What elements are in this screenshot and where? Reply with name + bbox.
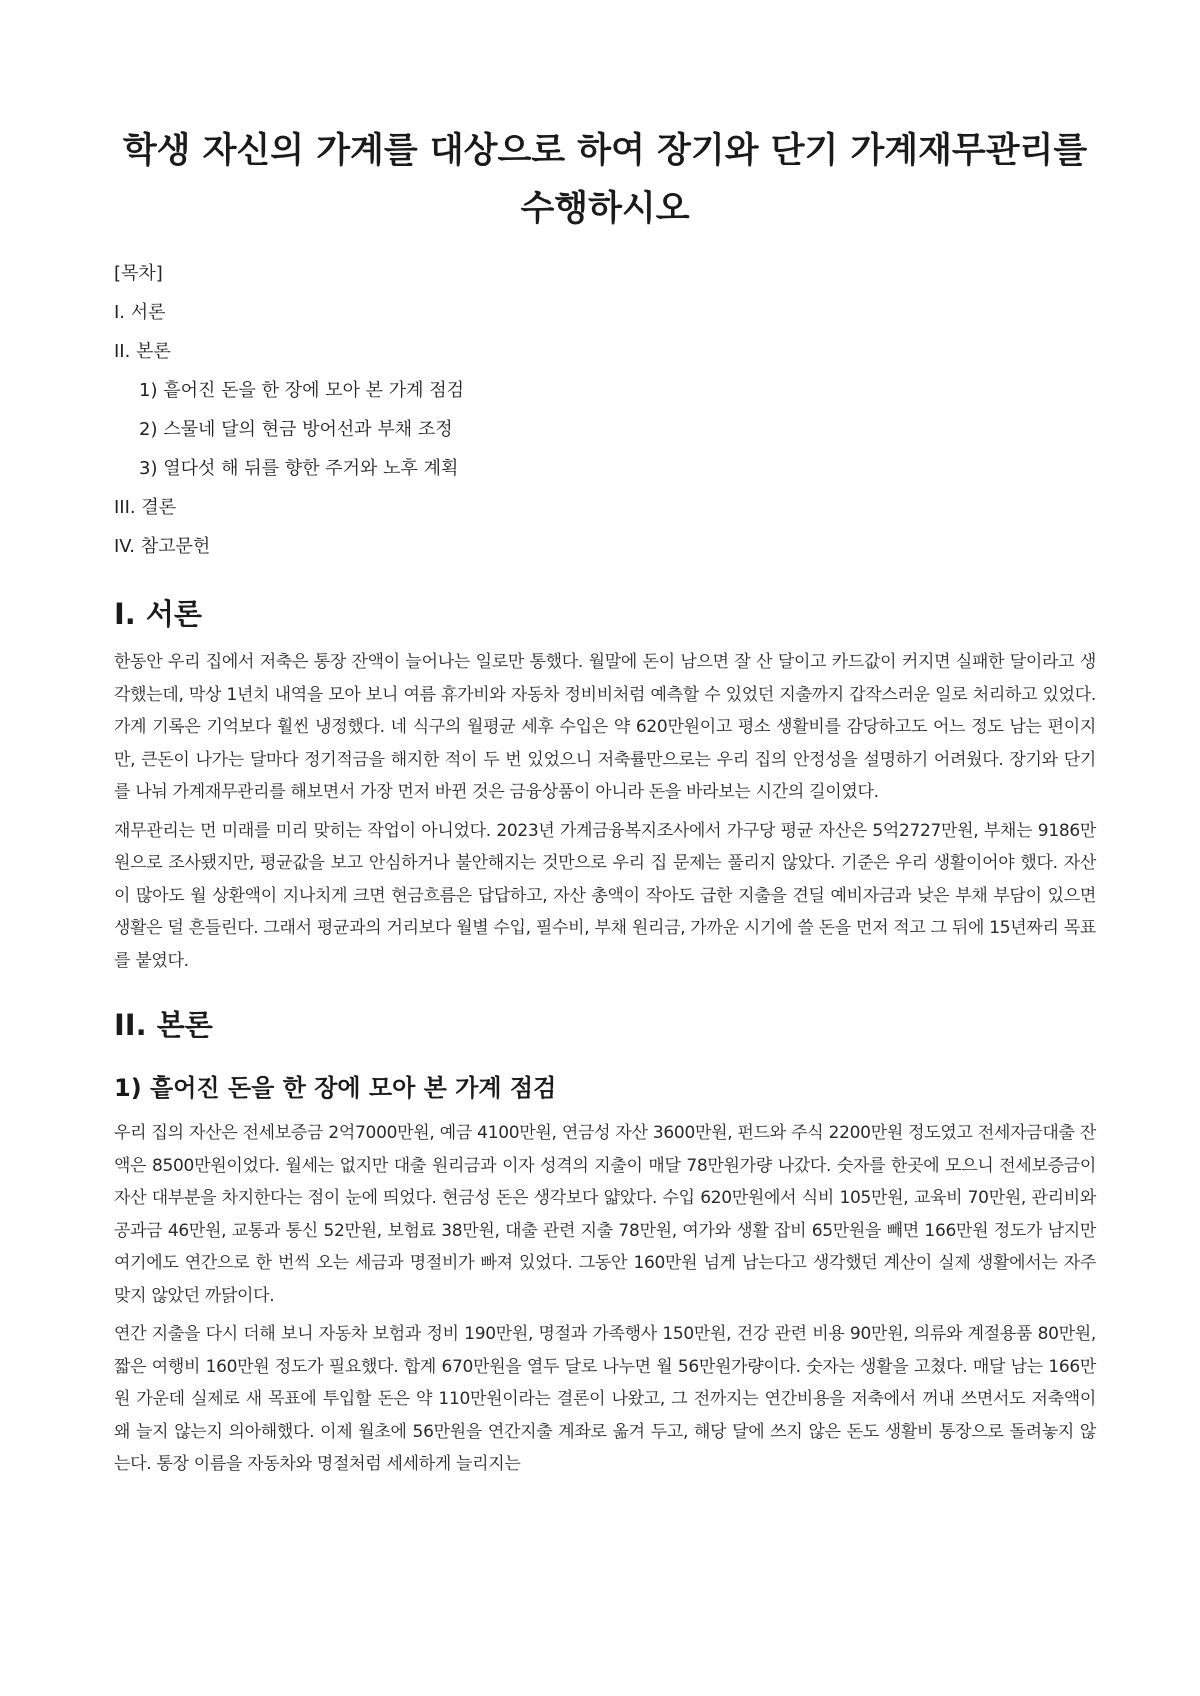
- document-title: 학생 자신의 가계를 대상으로 하여 장기와 단기 가계재무관리를 수행하시오: [122, 131, 1088, 229]
- intro-heading: I. 서론: [114, 597, 202, 631]
- body-subsection-1-paragraph-2: 연간 지출을 다시 더해 보니 자동차 보험과 정비 190만원, 명절과 가족행사 150만원, 건강 관련 비용 90만원, 의류와 계절용품 80만원, 짧은 여행비 160만원 정도가 필요했다. 합계 670만원을 열두 달로 나누면 월 56만원가량이다. 숫자는 생활을 고쳤다. 매달 남는 166만원 가운데 실제로 새 목표에 투입할 돈은 약 110만원이라는 결론이 나왔고, 그 전까지는 연간비용을 저축에서 꺼내 쓰면서도 저축액이 왜 늘지 않는지 의아해했다. 이제 월초에 56만원을 연간지출 계좌로 옮겨 두고, 해당 달에 쓰지 않은 돈도 생활비 통장으로 돌려놓지 않는다. 통장 이름을 자동차와 명절처럼 세세하게 늘리지는: [114, 1324, 1096, 1474]
- toc-item-body-1: 1) 흩어진 돈을 한 장에 모아 본 가계 점검: [139, 380, 465, 401]
- intro-paragraph-1: 한동안 우리 집에서 저축은 통장 잔액이 늘어나는 일로만 통했다. 월말에 돈이 남으면 잘 산 달이고 카드값이 커지면 실패한 달이라고 생각했는데, 막상 1년치 내역을 모아 보니 여름 휴가비와 자동차 정비비처럼 예측할 수 있었던 지출까지 갑작스러운 일로 처리하고 있었다. 가계 기록은 기억보다 훨씬 냉정했다. 네 식구의 월평균 세후 수입은 약 620만원이고 평소 생활비를 감당하고도 어느 정도 남는 편이지만, 큰돈이 나가는 달마다 정기적금을 해지한 적이 두 번 있었으니 저축률만으로는 우리 집의 안정성을 설명하기 어려웠다. 장기와 단기를 나눠 가계재무관리를 해보면서 가장 먼저 바뀐 것은 금융상품이 아니라 돈을 바라보는 시간의 길이였다.: [114, 652, 1096, 802]
- toc-item-intro: I. 서론: [114, 302, 166, 323]
- body-subsection-1-paragraph-1: 우리 집의 자산은 전세보증금 2억7000만원, 예금 4100만원, 연금성 자산 3600만원, 펀드와 주식 2200만원 정도였고 전세자금대출 잔액은 8500만원이었다. 월세는 없지만 대출 원리금과 이자 성격의 지출이 매달 78만원가량 나갔다. 숫자를 한곳에 모으니 전세보증금이 자산 대부분을 차지한다는 점이 눈에 띄었다. 현금성 돈은 생각보다 얇았다. 수입 620만원에서 식비 105만원, 교육비 70만원, 관리비와 공과금 46만원, 교통과 통신 52만원, 보험료 38만원, 대출 관련 지출 78만원, 여가와 생활 잡비 65만원을 빼면 166만원 정도가 남지만 여기에도 연간으로 한 번씩 오는 세금과 명절비가 빠져 있었다. 그동안 160만원 넘게 남는다고 생각했던 계산이 실제 생활에서는 자주 맞지 않았던 까닭이다.: [114, 1123, 1096, 1306]
- body-subsection-1-heading: 1) 흩어진 돈을 한 장에 모아 본 가계 점검: [114, 1074, 557, 1102]
- toc-item-body-3: 3) 열다섯 해 뒤를 향한 주거와 노후 계획: [139, 458, 459, 479]
- table-of-contents: [114, 254, 1096, 566]
- body-heading: II. 본론: [114, 1008, 213, 1042]
- intro-paragraph-2: 재무관리는 먼 미래를 미리 맞히는 작업이 아니었다. 2023년 가계금융복지조사에서 가구당 평균 자산은 5억2727만원, 부채는 9186만원으로 조사됐지만, 평균값을 보고 안심하거나 불안해지는 것만으로 우리 집 문제는 풀리지 않았다. 기준은 우리 생활이어야 했다. 자산이 많아도 월 상환액이 지나치게 크면 현금흐름은 답답하고, 자산 총액이 작아도 급한 지출을 견딜 예비자금과 낮은 부채 부담이 있으면 생활은 덜 흔들린다. 그래서 평균과의 거리보다 월별 수입, 필수비, 부채 원리금, 가까운 시기에 쓸 돈을 먼저 적고 그 뒤에 15년짜리 목표를 붙였다.: [114, 820, 1096, 971]
- toc-heading: [목차]: [114, 263, 163, 284]
- toc-item-conclusion: III. 결론: [114, 497, 177, 518]
- toc-item-references: IV. 참고문헌: [114, 536, 211, 557]
- toc-item-body-2: 2) 스물네 달의 현금 방어선과 부채 조정: [139, 419, 453, 440]
- toc-item-body: II. 본론: [114, 341, 171, 362]
